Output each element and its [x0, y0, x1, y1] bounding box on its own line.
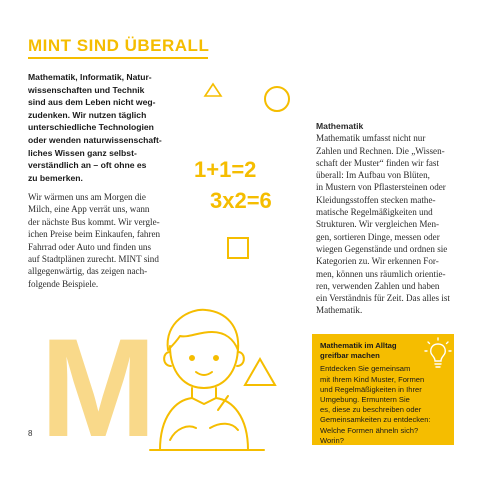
intro-line: verständlich an – oft ohne es [28, 160, 147, 171]
body-line: folgende Beispiele. [28, 278, 99, 289]
body-line: Fahrrad oder Auto und finden uns [28, 241, 151, 252]
mathematik-line: in Mustern von Pflastersteinen oder [316, 182, 446, 193]
tip-title-line: greifbar machen [320, 351, 380, 361]
equation-one: 1+1=2 [194, 157, 257, 182]
tip-line: Umgebung. Ermuntern Sie [320, 395, 410, 405]
tip-line: Worin? [320, 435, 344, 445]
intro-paragraph [28, 71, 178, 184]
body-line: Wir wärmen uns am Morgen die [28, 192, 146, 202]
mathematik-line: Mathematik umfasst nicht nur [316, 133, 426, 144]
mathematik-line: gen, sortieren Dinge, messen oder [316, 231, 440, 242]
body-paragraph [28, 191, 183, 290]
mathematik-line: Zahlen und Rechnen. Die „Wissen- [316, 145, 445, 156]
mathematik-line: Kleidungsstoffen stecken mathe- [316, 194, 436, 205]
intro-line: wissenschaften und Technik [28, 84, 145, 95]
body-line: Milch, eine App verrät uns, wann [28, 204, 150, 215]
mathematik-line: ren, verwenden Zahlen und haben [316, 280, 440, 291]
equation-two: 3x2=6 [210, 188, 272, 213]
triangle-shape [203, 82, 223, 98]
intro-line: oder wenden naturwissenschaft- [28, 134, 162, 145]
lightbulb-icon [424, 336, 452, 370]
mathematik-line: men, können uns räumlich orientie- [316, 268, 446, 279]
title-underline [28, 57, 208, 59]
intro-line: Mathematik, Informatik, Natur- [28, 72, 152, 82]
intro-line: zudenken. Wir nutzen täglich [28, 109, 147, 120]
mathematik-section [316, 120, 466, 317]
square-shape [226, 236, 250, 260]
mathematik-line: überall: Im Aufbau von Blüten, [316, 170, 430, 181]
body-line: ichen Preise beim Einkaufen, fahren [28, 229, 161, 240]
mathematik-heading: Mathematik [316, 121, 364, 131]
big-letter-text: M [40, 309, 157, 466]
mathematik-line: Strukturen. Wir vergleichen Men- [316, 219, 440, 230]
tip-line: Gemeinsamkeiten zu entdecken: [320, 415, 431, 425]
page-title: MINT SIND ÜBERALL [28, 36, 210, 55]
tip-line: Entdecken Sie gemeinsam [320, 364, 411, 374]
tip-title-line: Mathematik im Alltag [320, 341, 397, 350]
mathematik-line: wiegen Gegenstände und ordnen sie [316, 243, 448, 254]
intro-line: zu bemerken. [28, 172, 83, 183]
mathematik-line: Kategorien zu. Wir erkennen For- [316, 256, 439, 267]
body-line: allgegenwärtig, das zeigen nach- [28, 266, 148, 277]
mathematik-line: Mathematik. [316, 305, 363, 316]
mathematik-line: schaft der Muster“ finden wir fast [316, 157, 439, 168]
tip-line: es, diese zu beschreiben oder [320, 405, 422, 415]
tip-line: mit Ihrem Kind Muster, Formen [320, 374, 425, 384]
mathematik-line: ein Verständnis für Zeit. Das alles ist [316, 293, 450, 304]
body-line: der nächste Bus kommt. Wir vergle- [28, 216, 160, 227]
tip-line: und Regelmäßigkeiten in Ihrer [320, 384, 422, 394]
body-line: auf Stadtplänen zurecht. MINT sind [28, 254, 159, 265]
child-illustration [140, 300, 270, 465]
intro-line: sind aus dem Leben nicht weg- [28, 97, 156, 108]
tip-line: Welche Formen ähneln sich? [320, 425, 419, 435]
intro-line: unterschiedliche Technologien [28, 122, 154, 133]
page-number: 8 [28, 429, 33, 438]
intro-line: liches Wissen ganz selbst- [28, 147, 137, 158]
mathematik-line: matische Regelmäßigkeiten und [316, 207, 433, 218]
circle-shape [262, 84, 292, 114]
